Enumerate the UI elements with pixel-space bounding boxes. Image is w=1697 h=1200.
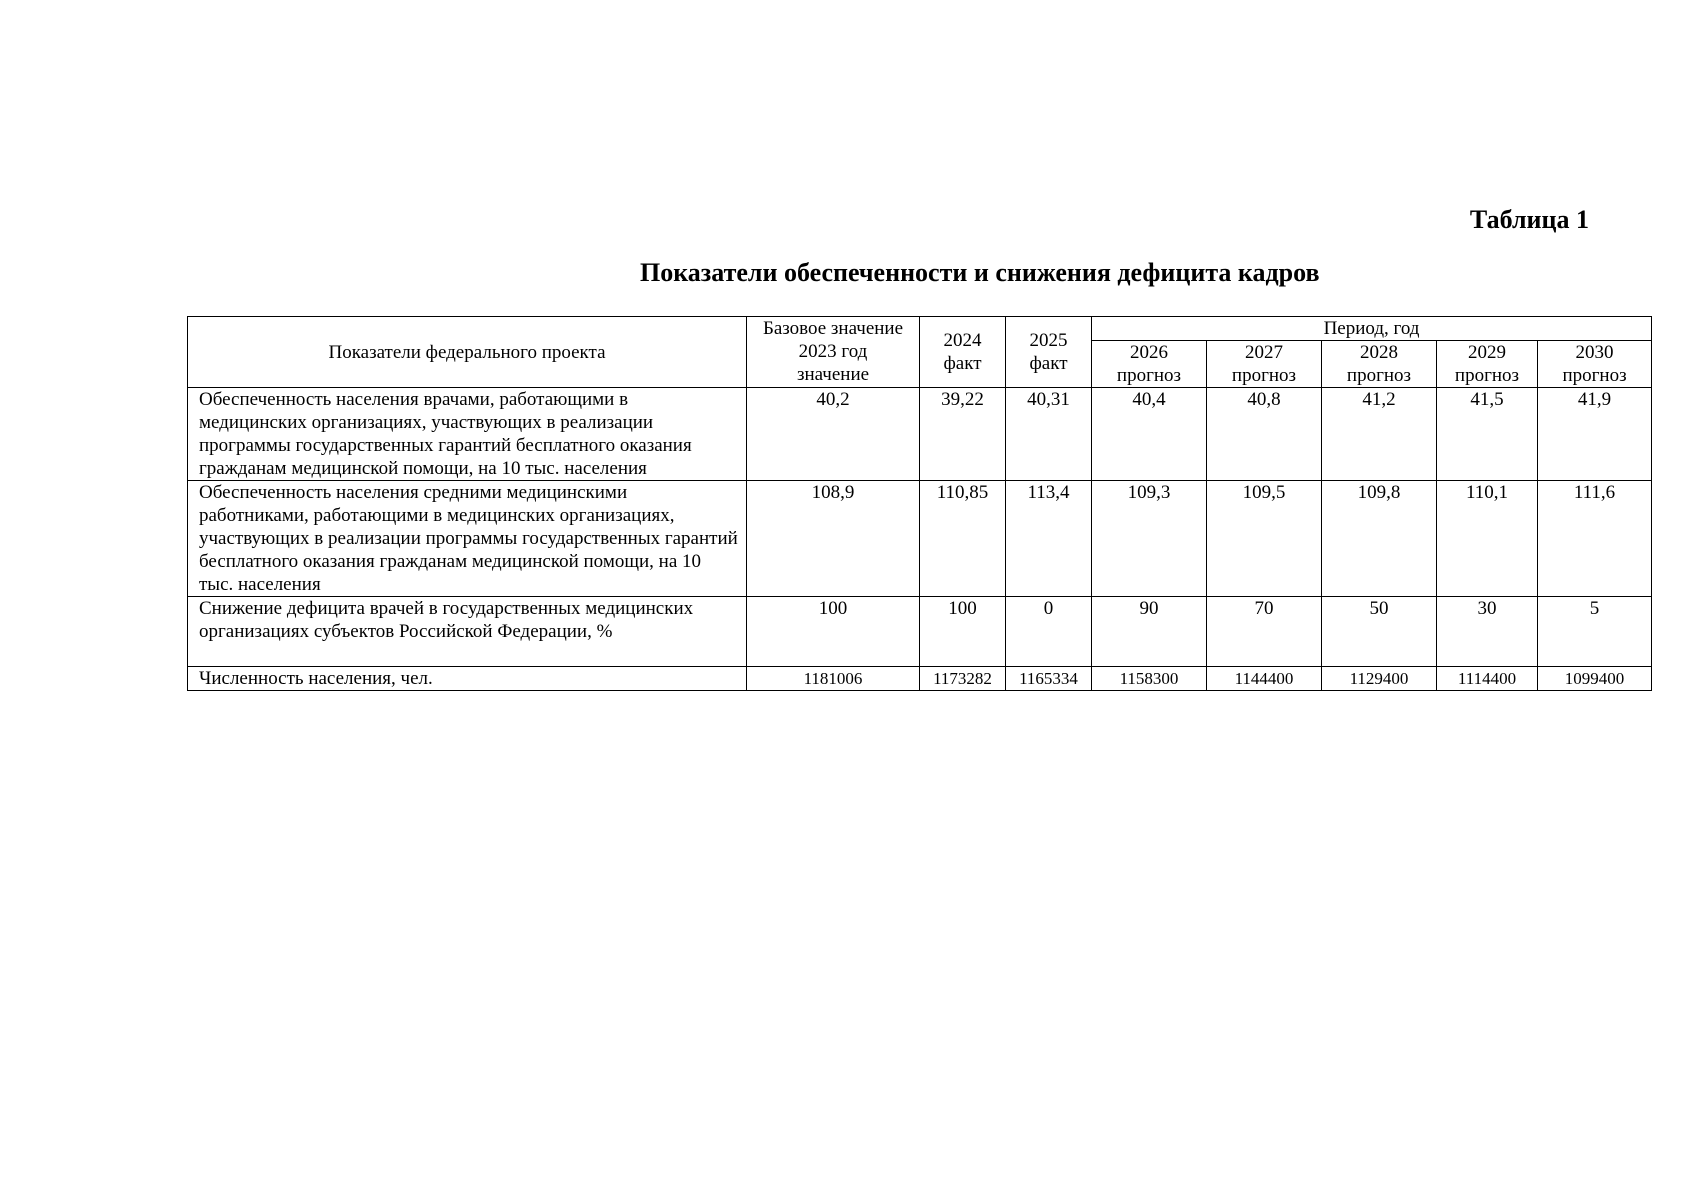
indicator-name: Обеспеченность населения врачами, работающими в медицинских организациях, участвующих в реализации программы государственных гарантий бесплатного оказания гражданам медицинской помощи, на 10 тыс. населения [188,388,747,481]
table-row [188,388,1652,481]
header-2025-sub: факт [1029,353,1068,374]
header-base-line3: значение [796,364,870,385]
forecast-year: 2027 [1245,342,1283,363]
forecast-sub: прогноз [1231,365,1297,386]
value-2024: 1173282 [920,667,1006,691]
document-title: Показатели обеспеченности и снижения дефицита кадров [640,258,1320,287]
header-forecast-2027 [1207,341,1322,388]
value-2026: 109,3 [1092,481,1207,597]
header-row [188,317,1652,341]
forecast-sub: прогноз [1454,365,1520,386]
value-base: 100 [747,597,920,667]
forecast-year: 2028 [1360,342,1398,363]
value-2029: 1114400 [1437,667,1538,691]
value-base: 108,9 [747,481,920,597]
value-2028: 41,2 [1322,388,1437,481]
value-2027: 40,8 [1207,388,1322,481]
header-2024 [920,317,1006,388]
value-2026: 1158300 [1092,667,1207,691]
value-2026: 90 [1092,597,1207,667]
header-base-line1: Базовое значение [762,318,904,339]
table-row [188,597,1652,667]
value-2029: 30 [1437,597,1538,667]
value-base: 1181006 [747,667,920,691]
table-row [188,667,1652,691]
table-number: Таблица 1 [1469,205,1589,234]
value-2028: 50 [1322,597,1437,667]
header-base-line2: 2023 год [798,341,868,362]
value-2025: 1165334 [1006,667,1092,691]
value-2029: 41,5 [1437,388,1538,481]
value-2025: 40,31 [1006,388,1092,481]
value-2029: 110,1 [1437,481,1538,597]
value-2027: 1144400 [1207,667,1322,691]
header-forecast-2030 [1538,341,1652,388]
header-forecast-2028 [1322,341,1437,388]
header-base-value [747,317,920,388]
header-forecast-2029 [1437,341,1538,388]
header-forecast-2026 [1092,341,1207,388]
indicator-name: Снижение дефицита врачей в государственных медицинских организациях субъектов Российской Федерации, % [188,597,747,667]
value-2024: 39,22 [920,388,1006,481]
forecast-year: 2029 [1468,342,1506,363]
value-2030: 111,6 [1538,481,1652,597]
value-2024: 110,85 [920,481,1006,597]
header-2024-year: 2024 [943,330,982,351]
value-2030: 5 [1538,597,1652,667]
forecast-year: 2030 [1575,342,1614,363]
value-2028: 109,8 [1322,481,1437,597]
header-2025-year: 2025 [1029,330,1068,351]
header-period: Период, год [1092,317,1652,341]
value-2025: 113,4 [1006,481,1092,597]
table-row [188,481,1652,597]
value-2030: 41,9 [1538,388,1652,481]
value-2030: 1099400 [1538,667,1652,691]
indicators-table [187,316,1652,691]
forecast-year: 2026 [1130,342,1168,363]
value-2025: 0 [1006,597,1092,667]
header-2025 [1006,317,1092,388]
indicator-name: Обеспеченность населения средними медицинскими работниками, работающими в медицинских организациях, участвующих в реализации программы государственных гарантий бесплатного оказания гражданам медицинской помощи, на 10 тыс. населения [188,481,747,597]
header-indicator: Показатели федерального проекта [188,317,747,388]
value-2024: 100 [920,597,1006,667]
value-2028: 1129400 [1322,667,1437,691]
forecast-sub: прогноз [1346,365,1412,386]
value-2027: 70 [1207,597,1322,667]
header-2024-sub: факт [943,353,982,374]
forecast-sub: прогноз [1562,365,1627,386]
forecast-sub: прогноз [1116,365,1182,386]
value-2026: 40,4 [1092,388,1207,481]
value-base: 40,2 [747,388,920,481]
indicator-name: Численность населения, чел. [188,667,747,691]
value-2027: 109,5 [1207,481,1322,597]
